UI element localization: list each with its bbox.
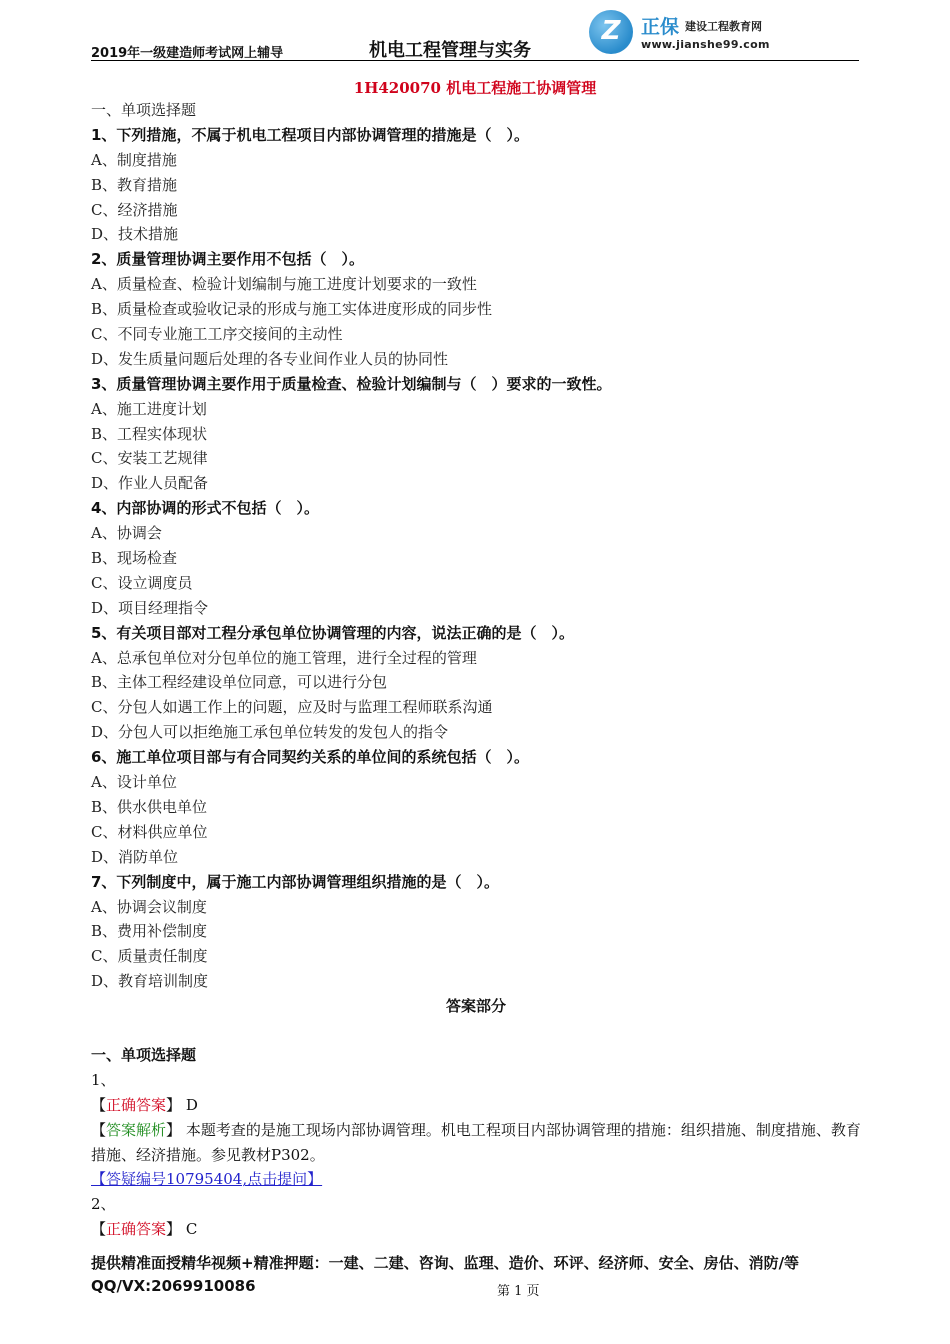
question-option: B、费用补偿制度	[91, 922, 208, 941]
question-option: A、总承包单位对分包单位的施工管理，进行全过程的管理	[91, 648, 477, 667]
question-stem: 1、下列措施，不属于机电工程项目内部协调管理的措施是（ ）。	[91, 125, 529, 144]
logo-subtitle: 建设工程教育网	[685, 20, 762, 33]
correct-answer-value: D	[185, 1095, 198, 1114]
ask-question-link[interactable]: 【答疑编号10795404,点击提问】	[91, 1170, 323, 1189]
page-header	[91, 10, 859, 62]
answer-row: 【正确答案】 C	[91, 1220, 198, 1239]
question-option: C、安装工艺规律	[91, 449, 208, 468]
question-option: C、不同专业施工工序交接间的主动性	[91, 325, 343, 344]
footer-promo: 提供精准面授精华视频+精准押题：一建、二建、咨询、监理、造价、环评、经济师、安全、房估、消防/等	[91, 1254, 800, 1272]
question-option: A、制度措施	[91, 150, 177, 169]
question-stem: 6、施工单位项目部与有合同契约关系的单位间的系统包括（ ）。	[91, 748, 529, 767]
question-option: A、设计单位	[91, 773, 177, 792]
chapter-title: 1H420070 机电工程施工协调管理	[353, 79, 597, 97]
question-option: A、质量检查、检验计划编制与施工进度计划要求的一致性	[91, 275, 477, 294]
analysis-label: 答案解析	[106, 1120, 167, 1139]
question-option: C、材料供应单位	[91, 822, 208, 841]
question-stem: 5、有关项目部对工程分承包单位协调管理的内容，说法正确的是（ ）。	[91, 623, 574, 642]
question-list	[91, 123, 861, 994]
question-option: D、作业人员配备	[91, 474, 209, 493]
answer-number: 2、	[91, 1195, 116, 1214]
question-option: A、协调会议制度	[91, 897, 207, 916]
question-option: A、施工进度计划	[91, 399, 207, 418]
question-option: B、主体工程经建设单位同意，可以进行分包	[91, 673, 388, 692]
question-option: A、协调会	[91, 524, 162, 543]
question-option: D、分包人可以拒绝施工承包单位转发的发包人的指令	[91, 723, 449, 742]
question-option: B、质量检查或验收记录的形成与施工实体进度形成的同步性	[91, 300, 493, 319]
correct-answer-label: 正确答案	[106, 1095, 167, 1114]
header-divider	[91, 60, 859, 61]
question-option: B、现场检查	[91, 549, 178, 568]
question-option: D、技术措施	[91, 225, 179, 244]
question-option: D、教育培训制度	[91, 972, 209, 991]
question-stem: 4、内部协调的形式不包括（ ）。	[91, 499, 319, 518]
answers-title: 答案部分	[445, 997, 506, 1016]
footer-contact: QQ/VX:2069910086	[91, 1277, 256, 1295]
section-title: 一、单项选择题	[91, 101, 197, 119]
header-course-name: 2019年一级建造师考试网上辅导	[91, 46, 284, 61]
question-option: D、消防单位	[91, 847, 179, 866]
question-option: C、经济措施	[91, 200, 178, 219]
question-option: C、质量责任制度	[91, 947, 208, 966]
question-option: D、发生质量问题后处理的各专业间作业人员的协同性	[91, 349, 449, 368]
correct-answer-value: C	[185, 1220, 198, 1239]
logo-brand: 正保	[641, 16, 680, 38]
logo-icon: Z	[589, 10, 633, 54]
analysis-text: 本题考查的是施工现场内部协调管理。机电工程项目内部协调管理的措施：组织措施、制度措施、教育措施、经济措施。参见教材P302。	[91, 1120, 861, 1164]
question-option: B、工程实体现状	[91, 424, 208, 443]
document-body	[91, 98, 861, 1242]
question-option: C、设立调度员	[91, 573, 193, 592]
analysis-row: 【答案解析】 本题考查的是施工现场内部协调管理。机电工程项目内部协调管理的措施：组织措施、制度措施、教育措施、经济措施。参见教材P302。	[91, 1120, 861, 1164]
answers-section-title: 一、单项选择题	[91, 1045, 197, 1064]
question-option: C、分包人如遇工作上的问题，应及时与监理工程师联系沟通	[91, 698, 493, 717]
question-stem: 2、质量管理协调主要作用不包括（ ）。	[91, 250, 364, 269]
logo-url: www.jianshe99.com	[641, 38, 770, 51]
question-option: B、教育措施	[91, 175, 178, 194]
question-stem: 3、质量管理协调主要作用于质量检查、检验计划编制与（ ）要求的一致性。	[91, 374, 612, 393]
brand-logo[interactable]	[589, 10, 859, 58]
question-option: D、项目经理指令	[91, 598, 209, 617]
answer-number: 1、	[91, 1070, 116, 1089]
page-number: 第 1 页	[497, 1284, 540, 1299]
question-option: B、供水供电单位	[91, 797, 208, 816]
correct-answer-label: 正确答案	[106, 1220, 167, 1239]
answer-row: 【正确答案】 D	[91, 1095, 198, 1114]
question-stem: 7、下列制度中，属于施工内部协调管理组织措施的是（ ）。	[91, 872, 499, 891]
header-subject: 机电工程管理与实务	[369, 40, 531, 61]
